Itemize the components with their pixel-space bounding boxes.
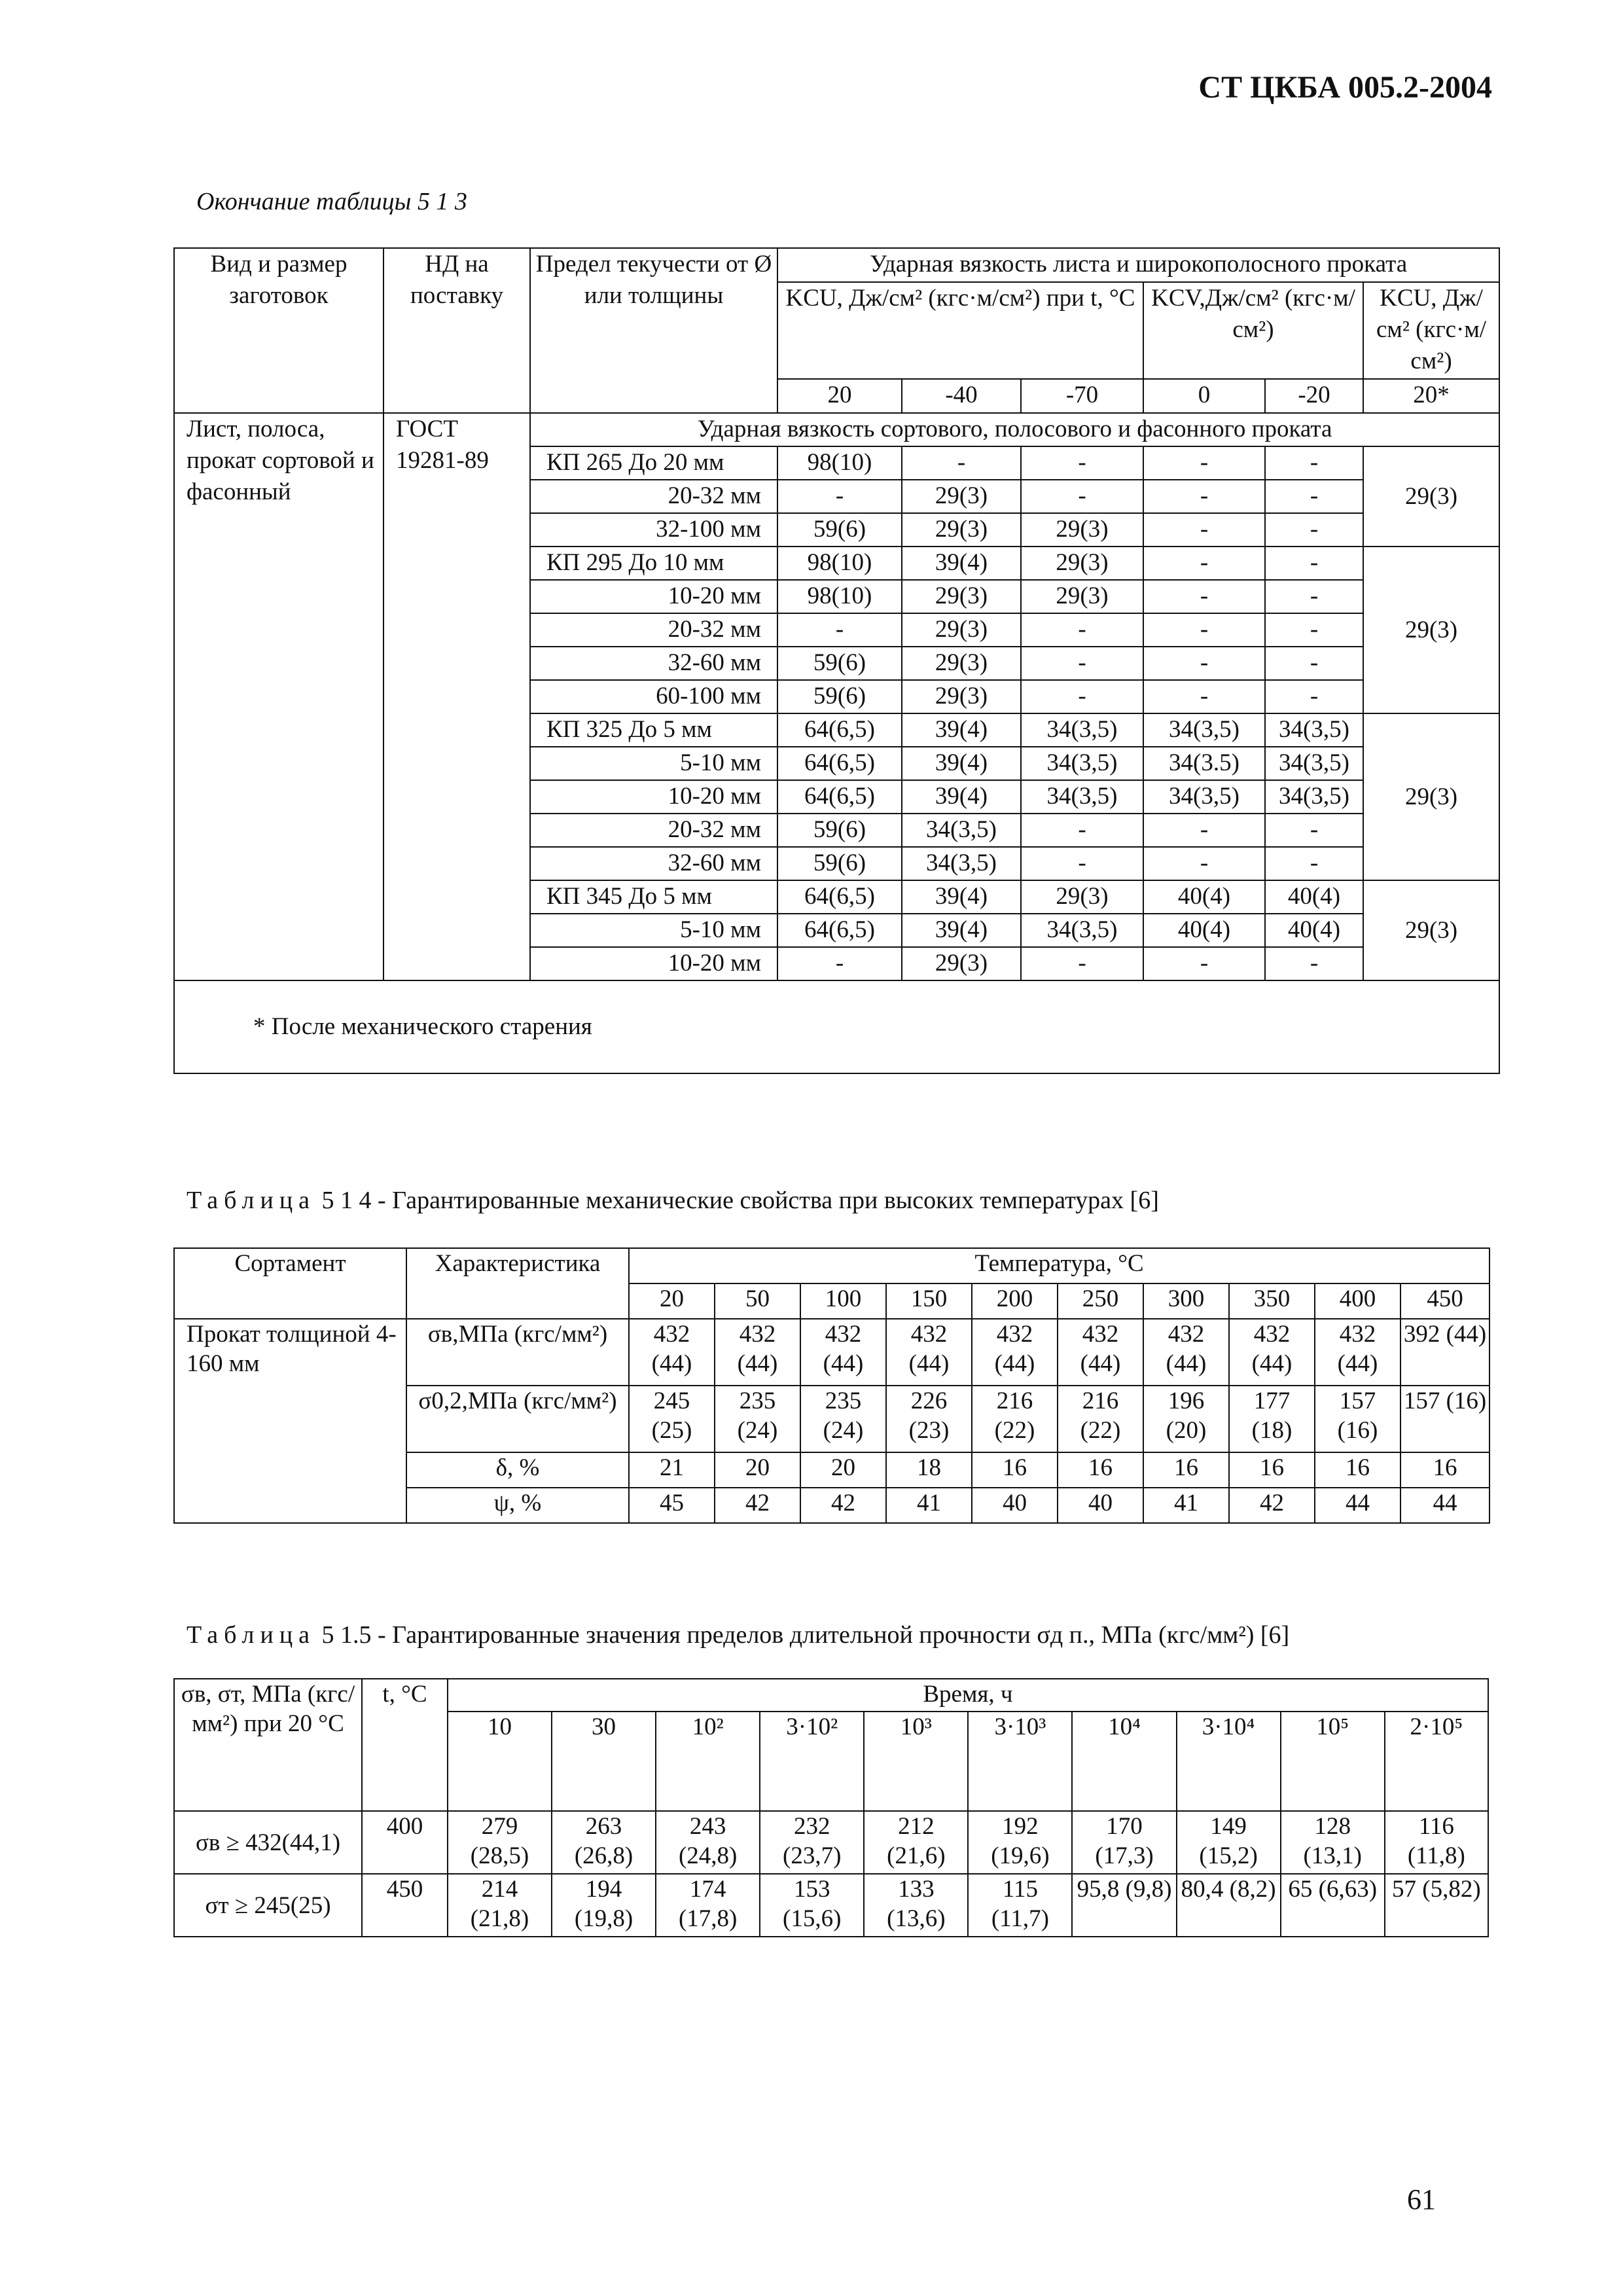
header-impact-group: Ударная вязкость листа и широкополосного проката [777, 248, 1499, 282]
table-cell: 115 (11,7) [968, 1874, 1072, 1937]
table-cell: 29(3) [902, 580, 1021, 613]
table-cell: 216 (22) [972, 1386, 1058, 1452]
table-cell: 39(4) [902, 547, 1021, 580]
table-cell: 29(3) [1021, 580, 1143, 613]
table-cell: - [1021, 947, 1143, 980]
table-cell: 41 [1143, 1488, 1229, 1523]
table-513 [173, 247, 1500, 1074]
table-cell: 149 (15,2) [1177, 1811, 1281, 1874]
temp-cell: 50 [715, 1283, 800, 1319]
table-cell: 177 (18) [1229, 1386, 1315, 1452]
table-cell: 40(4) [1265, 880, 1363, 914]
kcu20-cell: 29(3) [1363, 880, 1499, 980]
table-cell: 263 (26,8) [552, 1811, 656, 1874]
time-cell: 10³ [864, 1712, 968, 1811]
table-cell: 59(6) [777, 513, 902, 547]
temp-cell: 150 [886, 1283, 972, 1319]
table-cell: 34(3.5) [1143, 747, 1265, 780]
table-cell: - [1143, 547, 1265, 580]
table-cell: 235 (24) [715, 1386, 800, 1452]
table-cell: - [1143, 613, 1265, 647]
table-cell: - [1265, 647, 1363, 680]
sortament-value: Прокат толщиной 4-160 мм [174, 1319, 406, 1523]
document-code: СТ ЦКБА 005.2-2004 [1198, 70, 1492, 105]
table-cell: - [902, 446, 1021, 480]
table-cell: 34(3,5) [1265, 747, 1363, 780]
grade-cell: 5-10 мм [530, 914, 777, 947]
time-cell: 10² [656, 1712, 760, 1811]
table-cell: 432 (44) [800, 1319, 886, 1386]
table-cell: 29(3) [902, 513, 1021, 547]
table-515 [173, 1678, 1489, 1937]
table-cell: 64(6,5) [777, 880, 902, 914]
kcu20-cell: 29(3) [1363, 547, 1499, 713]
table-cell: 216 (22) [1058, 1386, 1143, 1452]
table-cell: - [1021, 647, 1143, 680]
grade-cell: 5-10 мм [530, 747, 777, 780]
temp-cell: 250 [1058, 1283, 1143, 1319]
header-t: t, °С [362, 1679, 448, 1811]
header-time: Время, ч [448, 1679, 1488, 1712]
table-cell: 29(3) [902, 647, 1021, 680]
table-cell: 64(6,5) [777, 713, 902, 747]
table-513-caption: Окончание таблицы 5 1 3 [196, 188, 467, 215]
char-label: δ, % [406, 1452, 629, 1488]
table-cell: - [1021, 680, 1143, 713]
table-cell: 40(4) [1143, 880, 1265, 914]
table-cell: 98(10) [777, 446, 902, 480]
char-label: ψ, % [406, 1488, 629, 1523]
kcu20-cell: 29(3) [1363, 713, 1499, 880]
table-cell: 174 (17,8) [656, 1874, 760, 1937]
header-kcv: KCV,Дж/см² (кгс·м/см²) [1143, 282, 1363, 379]
table-cell: 194 (19,8) [552, 1874, 656, 1937]
table-cell: 34(3,5) [902, 814, 1021, 847]
table-cell: - [1265, 513, 1363, 547]
table-cell: 59(6) [777, 647, 902, 680]
table-cell: 432 (44) [629, 1319, 715, 1386]
vid-value: Лист, полоса, прокат сортовой и фасонный [174, 413, 383, 980]
time-cell: 3·10³ [968, 1712, 1072, 1811]
table-cell: - [1021, 814, 1143, 847]
sigma-cell: σв ≥ 432(44,1) [174, 1811, 362, 1874]
table-cell: 16 [972, 1452, 1058, 1488]
table-cell: 432 (44) [715, 1319, 800, 1386]
table-cell: - [1265, 680, 1363, 713]
table-cell: 34(3,5) [1021, 780, 1143, 814]
sigma-cell: σт ≥ 245(25) [174, 1874, 362, 1937]
page-number: 61 [1407, 2183, 1436, 2215]
table-cell: - [1143, 580, 1265, 613]
table-cell: 432 (44) [1058, 1319, 1143, 1386]
table-cell: 128 (13,1) [1281, 1811, 1385, 1874]
grade-cell: 20-32 мм [530, 814, 777, 847]
table-cell: 42 [715, 1488, 800, 1523]
table-cell: 16 [1400, 1452, 1489, 1488]
table-cell: 29(3) [1021, 513, 1143, 547]
header-temp: Температура, °С [629, 1248, 1489, 1283]
header-sortament: Сортамент [174, 1248, 406, 1319]
table-cell: 34(3,5) [1265, 780, 1363, 814]
table-cell: 39(4) [902, 713, 1021, 747]
time-cell: 10⁴ [1072, 1712, 1176, 1811]
time-cell: 10⁵ [1281, 1712, 1385, 1811]
temp-cell: 20 [629, 1283, 715, 1319]
nd-value: ГОСТ 19281-89 [383, 413, 530, 980]
table-cell: 39(4) [902, 914, 1021, 947]
grade-cell: 10-20 мм [530, 947, 777, 980]
grade-cell: 60-100 мм [530, 680, 777, 713]
table-cell: 40 [972, 1488, 1058, 1523]
table-cell: - [1265, 480, 1363, 513]
table-cell: 16 [1058, 1452, 1143, 1488]
grade-cell: КП 325 До 5 мм [530, 713, 777, 747]
table-cell: - [1143, 480, 1265, 513]
grade-cell: 10-20 мм [530, 780, 777, 814]
temp-cell: 100 [800, 1283, 886, 1319]
table-cell: 214 (21,8) [448, 1874, 552, 1937]
time-cell: 3·10² [760, 1712, 864, 1811]
header-sigma: σв, σт, МПа (кгс/мм²) при 20 °С [174, 1679, 362, 1811]
table-cell: 39(4) [902, 880, 1021, 914]
table-514-caption: Таблица 5 1 4 - Гарантированные механические свойства при высоких температурах [6] [187, 1187, 1159, 1214]
table-cell: 279 (28,5) [448, 1811, 552, 1874]
table-cell: - [1265, 613, 1363, 647]
table-cell: 44 [1315, 1488, 1400, 1523]
table-cell: 29(3) [902, 680, 1021, 713]
grade-cell: КП 345 До 5 мм [530, 880, 777, 914]
table-cell: - [1021, 480, 1143, 513]
t-cell: 400 [362, 1811, 448, 1874]
table-cell: 226 (23) [886, 1386, 972, 1452]
table-cell: 98(10) [777, 580, 902, 613]
grade-cell: КП 295 До 10 мм [530, 547, 777, 580]
time-cell: 10 [448, 1712, 552, 1811]
grade-cell: 32-60 мм [530, 847, 777, 880]
table-cell: 34(3,5) [1265, 713, 1363, 747]
table-cell: - [1265, 446, 1363, 480]
footnote: * После механического старения [174, 980, 1499, 1073]
temp-cell: 0 [1143, 379, 1265, 413]
table-cell: 59(6) [777, 847, 902, 880]
table-cell: 59(6) [777, 680, 902, 713]
header-vid: Вид и размер заготовок [174, 248, 383, 413]
t-cell: 450 [362, 1874, 448, 1937]
table-514 [173, 1247, 1490, 1524]
table-cell: 65 (6,63) [1281, 1874, 1385, 1937]
table-cell: 29(3) [902, 947, 1021, 980]
table-cell: 34(3,5) [1143, 780, 1265, 814]
table-cell: 18 [886, 1452, 972, 1488]
kcu20-cell: 29(3) [1363, 446, 1499, 547]
table-cell: - [777, 480, 902, 513]
grade-cell: 10-20 мм [530, 580, 777, 613]
table-cell: 392 (44) [1400, 1319, 1489, 1386]
header-kcu: KCU, Дж/см² (кгс·м/см²) при t, °C [777, 282, 1143, 379]
header-char: Характеристика [406, 1248, 629, 1319]
table-cell: 42 [800, 1488, 886, 1523]
temp-cell: 300 [1143, 1283, 1229, 1319]
table-cell: - [1143, 446, 1265, 480]
table-cell: - [1265, 580, 1363, 613]
table-cell: 34(3,5) [1021, 713, 1143, 747]
table-cell: 64(6,5) [777, 780, 902, 814]
table-cell: 29(3) [902, 480, 1021, 513]
table-cell: 40 [1058, 1488, 1143, 1523]
temp-cell: -70 [1021, 379, 1143, 413]
table-cell: 432 (44) [886, 1319, 972, 1386]
table-cell: 29(3) [1021, 880, 1143, 914]
temp-cell: 450 [1400, 1283, 1489, 1319]
table-cell: 39(4) [902, 747, 1021, 780]
table-cell: 196 (20) [1143, 1386, 1229, 1452]
table-cell: 153 (15,6) [760, 1874, 864, 1937]
table-cell: 170 (17,3) [1072, 1811, 1176, 1874]
header-nd: НД на поставку [383, 248, 530, 413]
table-cell: 157 (16) [1400, 1386, 1489, 1452]
table-cell: - [1021, 613, 1143, 647]
table-cell: - [1143, 947, 1265, 980]
table-cell: 133 (13,6) [864, 1874, 968, 1937]
char-label: σв,МПа (кгс/мм²) [406, 1319, 629, 1386]
table-cell: 232 (23,7) [760, 1811, 864, 1874]
table-cell: 192 (19,6) [968, 1811, 1072, 1874]
table-cell: 212 (21,6) [864, 1811, 968, 1874]
temp-cell: 20 [777, 379, 902, 413]
table-cell: 34(3,5) [902, 847, 1021, 880]
table-cell: 64(6,5) [777, 914, 902, 947]
table-cell: 16 [1315, 1452, 1400, 1488]
table-cell: 44 [1400, 1488, 1489, 1523]
temp-cell: 400 [1315, 1283, 1400, 1319]
time-cell: 30 [552, 1712, 656, 1811]
table-cell: 432 (44) [972, 1319, 1058, 1386]
table-cell: - [1265, 947, 1363, 980]
table-cell: 34(3,5) [1021, 914, 1143, 947]
table-cell: - [1265, 814, 1363, 847]
table-cell: - [1143, 814, 1265, 847]
table-cell: 20 [800, 1452, 886, 1488]
table-cell: 243 (24,8) [656, 1811, 760, 1874]
table-cell: - [1021, 446, 1143, 480]
table-cell: 41 [886, 1488, 972, 1523]
header-kcu2: KCU, Дж/см² (кгс·м/см²) [1363, 282, 1499, 379]
time-cell: 3·10⁴ [1177, 1712, 1281, 1811]
header-predel: Предел текучести от Ø или толщины [530, 248, 777, 413]
table-cell: - [777, 613, 902, 647]
table-cell: 39(4) [902, 780, 1021, 814]
temp-cell: -20 [1265, 379, 1363, 413]
grade-cell: 32-100 мм [530, 513, 777, 547]
table-cell: - [1143, 680, 1265, 713]
table-cell: 245 (25) [629, 1386, 715, 1452]
table-cell: 16 [1229, 1452, 1315, 1488]
table-cell: 29(3) [1021, 547, 1143, 580]
table-cell: 16 [1143, 1452, 1229, 1488]
table-cell: 116 (11,8) [1385, 1811, 1488, 1874]
grade-cell: 32-60 мм [530, 647, 777, 680]
table-cell: - [777, 947, 902, 980]
table-cell: 34(3,5) [1143, 713, 1265, 747]
temp-cell: 20* [1363, 379, 1499, 413]
temp-cell: 350 [1229, 1283, 1315, 1319]
table-cell: 34(3,5) [1021, 747, 1143, 780]
table-cell: 64(6,5) [777, 747, 902, 780]
grade-cell: 20-32 мм [530, 613, 777, 647]
table-cell: 42 [1229, 1488, 1315, 1523]
table-cell: - [1021, 847, 1143, 880]
table-cell: 235 (24) [800, 1386, 886, 1452]
char-label: σ0,2,МПа (кгс/мм²) [406, 1386, 629, 1452]
table-cell: - [1143, 847, 1265, 880]
time-cell: 2·10⁵ [1385, 1712, 1488, 1811]
table-cell: 95,8 (9,8) [1072, 1874, 1176, 1937]
table-cell: 20 [715, 1452, 800, 1488]
table-cell: 432 (44) [1229, 1319, 1315, 1386]
table-cell: 40(4) [1143, 914, 1265, 947]
table-cell: 80,4 (8,2) [1177, 1874, 1281, 1937]
table-cell: 29(3) [902, 613, 1021, 647]
table-cell: - [1143, 647, 1265, 680]
table-cell: 432 (44) [1143, 1319, 1229, 1386]
temp-cell: -40 [902, 379, 1021, 413]
table-cell: - [1265, 847, 1363, 880]
table-cell: 432 (44) [1315, 1319, 1400, 1386]
grade-cell: 20-32 мм [530, 480, 777, 513]
table-515-caption: Таблица 5 1.5 - Гарантированные значения пределов длительной прочности σд п., МПа (кгс/мм²) [6] [187, 1621, 1290, 1649]
table-cell: 98(10) [777, 547, 902, 580]
table-cell: 21 [629, 1452, 715, 1488]
temp-cell: 200 [972, 1283, 1058, 1319]
table-cell: - [1143, 513, 1265, 547]
subheader: Ударная вязкость сортового, полосового и фасонного проката [530, 413, 1499, 446]
table-cell: 59(6) [777, 814, 902, 847]
table-cell: 57 (5,82) [1385, 1874, 1488, 1937]
table-cell: 40(4) [1265, 914, 1363, 947]
grade-cell: КП 265 До 20 мм [530, 446, 777, 480]
table-cell: - [1265, 547, 1363, 580]
table-cell: 45 [629, 1488, 715, 1523]
table-cell: 157 (16) [1315, 1386, 1400, 1452]
